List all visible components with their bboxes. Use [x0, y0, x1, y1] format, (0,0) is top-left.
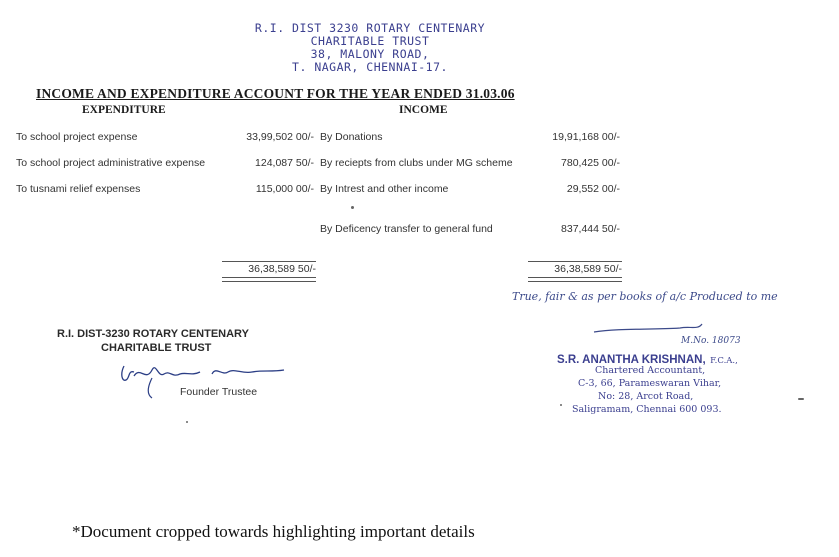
income-total: 36,38,589 50/-: [554, 263, 622, 275]
document-title: INCOME AND EXPENDITURE ACCOUNT FOR THE YEAR ENDED 31.03.06: [36, 86, 515, 101]
auditor-handwritten-note: True, fair & as per books of a/c Produced to me: [512, 290, 778, 303]
trust-name-line-1: R.I. DIST-3230 ROTARY CENTENARY: [57, 328, 249, 340]
trust-address-stamp: [200, 22, 540, 74]
deficiency-label: By Deficency transfer to general fund: [320, 223, 493, 235]
scan-speck: [798, 398, 804, 400]
income-label: By Donations: [320, 131, 383, 143]
scan-speck: [186, 421, 188, 423]
total-top-rule: [222, 261, 316, 262]
trust-name-line-2: CHARITABLE TRUST: [101, 342, 212, 354]
auditor-address-line-2: No: 28, Arcot Road,: [598, 391, 694, 402]
total-top-rule: [528, 261, 622, 262]
auditor-title: Chartered Accountant,: [595, 365, 706, 376]
scan-speck: [351, 206, 354, 209]
income-header: INCOME: [399, 104, 448, 116]
scan-speck: [560, 404, 562, 406]
auditor-name: S.R. ANANTHA KRISHNAN,: [557, 354, 706, 366]
expenditure-label: To school project administrative expense: [16, 157, 206, 169]
expenditure-header: EXPENDITURE: [82, 104, 166, 116]
stamp-line-4: T. NAGAR, CHENNAI-17.: [292, 60, 448, 74]
income-amount: 780,425 00/-: [561, 157, 620, 169]
expenditure-amount: 115,000 00/-: [255, 183, 314, 195]
income-label: By reciepts from clubs under MG scheme: [320, 157, 513, 169]
expenditure-label: To school project expense: [16, 131, 138, 143]
expenditure-label: To tusnami relief expenses: [16, 183, 141, 195]
expenditure-amount: 124,087 50/-: [255, 157, 314, 169]
document-caption: *Document cropped towards highlighting important details: [72, 522, 475, 541]
deficiency-amount: 837,444 50/-: [561, 223, 620, 235]
income-amount: 19,91,168 00/-: [552, 131, 620, 143]
membership-number: M.No. 18073: [681, 336, 741, 346]
income-label: By Intrest and other income: [320, 183, 449, 195]
auditor-address-line-3: Saligramam, Chennai 600 093.: [572, 404, 722, 415]
expenditure-amount: 33,99,502 00/-: [246, 131, 314, 143]
income-amount: 29,552 00/-: [566, 183, 620, 195]
total-double-rule: [528, 277, 622, 282]
founder-trustee-label: Founder Trustee: [180, 386, 258, 398]
auditor-suffix: F.C.A.,: [710, 356, 738, 366]
auditor-address-line-1: C-3, 66, Parameswaran Vihar,: [578, 378, 722, 389]
stamp-line-3: 38, MALONY ROAD,: [310, 47, 430, 61]
expenditure-total: 36,38,589 50/-: [248, 263, 316, 275]
stamp-line-1: R.I. DIST 3230 ROTARY CENTENARY: [254, 21, 486, 35]
stamp-line-2: CHARITABLE TRUST: [310, 34, 430, 48]
total-double-rule: [222, 277, 316, 282]
